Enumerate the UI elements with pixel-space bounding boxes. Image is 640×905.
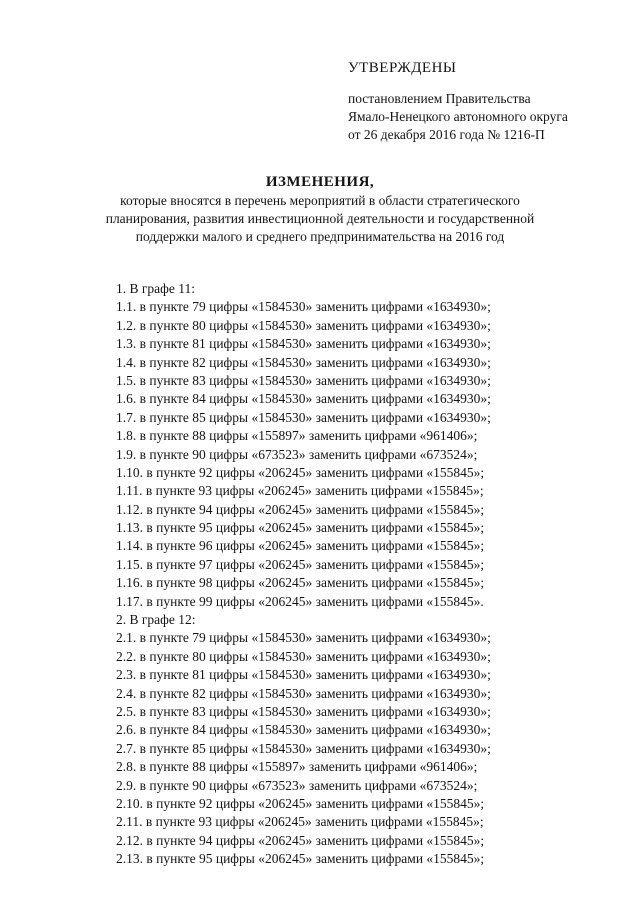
amendment-item: 1.8. в пункте 88 цифры «155897» заменить цифрами «961406»; [116, 428, 478, 444]
amendment-item: 1.5. в пункте 83 цифры «1584530» заменить цифрами «1634930»; [116, 372, 491, 388]
document-title: ИЗМЕНЕНИЯ, [265, 174, 375, 190]
amendment-item: 2.5. в пункте 83 цифры «1584530» заменить цифрами «1634930»; [116, 703, 491, 719]
amendment-item: 2.4. в пункте 82 цифры «1584530» заменить цифрами «1634930»; [116, 685, 491, 701]
amendment-item: 2.1. в пункте 79 цифры «1584530» заменить цифрами «1634930»; [116, 630, 491, 646]
approval-line: от 26 декабря 2016 года № 1216-П [348, 127, 545, 142]
amendment-item: 1.14. в пункте 96 цифры «206245» заменить цифрами «155845»; [116, 538, 485, 554]
amendment-item: 1.9. в пункте 90 цифры «673523» заменить цифрами «673524»; [116, 446, 478, 462]
amendment-item: 1.3. в пункте 81 цифры «1584530» заменить цифрами «1634930»; [116, 336, 491, 352]
amendment-item: 2.7. в пункте 85 цифры «1584530» заменить цифрами «1634930»; [116, 740, 491, 756]
approval-heading: УТВЕРЖДЕНЫ [348, 60, 457, 76]
amendment-list [116, 280, 491, 869]
amendment-item: 2. В графе 12: [116, 612, 196, 628]
document-subtitle [70, 192, 570, 246]
amendment-item: 1.10. в пункте 92 цифры «206245» заменить цифрами «155845»; [116, 464, 485, 480]
amendment-item: 2.9. в пункте 90 цифры «673523» заменить цифрами «673524»; [116, 777, 478, 793]
amendment-item: 1.16. в пункте 98 цифры «206245» заменить цифрами «155845»; [116, 575, 485, 591]
amendment-item: 2.2. в пункте 80 цифры «1584530» заменить цифрами «1634930»; [116, 648, 491, 664]
subtitle-line: поддержки малого и среднего предпринимательства на 2016 год [135, 229, 505, 244]
amendment-item: 2.10. в пункте 92 цифры «206245» заменить цифрами «155845»; [116, 795, 485, 811]
amendment-item: 2.12. в пункте 94 цифры «206245» заменить цифрами «155845»; [116, 832, 485, 848]
amendment-item: 1.4. в пункте 82 цифры «1584530» заменить цифрами «1634930»; [116, 354, 491, 370]
approval-block [348, 90, 568, 144]
amendment-item: 2.8. в пункте 88 цифры «155897» заменить цифрами «961406»; [116, 759, 478, 775]
subtitle-line: которые вносятся в перечень мероприятий в области стратегического [120, 193, 520, 208]
amendment-item: 1.13. в пункте 95 цифры «206245» заменить цифрами «155845»; [116, 520, 485, 536]
amendment-item: 1.15. в пункте 97 цифры «206245» заменить цифрами «155845»; [116, 556, 485, 572]
amendment-item: 1.11. в пункте 93 цифры «206245» заменить цифрами «155845»; [116, 483, 484, 499]
amendment-item: 1. В графе 11: [116, 281, 196, 296]
amendment-item: 1.12. в пункте 94 цифры «206245» заменить цифрами «155845»; [116, 501, 485, 517]
amendment-item: 1.6. в пункте 84 цифры «1584530» заменить цифрами «1634930»; [116, 391, 491, 407]
amendment-item: 1.1. в пункте 79 цифры «1584530» заменить цифрами «1634930»; [116, 299, 491, 315]
amendment-item: 1.17. в пункте 99 цифры «206245» заменить цифрами «155845». [116, 593, 484, 609]
amendment-item: 2.13. в пункте 95 цифры «206245» заменить цифрами «155845»; [116, 851, 485, 867]
approval-line: постановлением Правительства [348, 91, 531, 106]
approval-line: Ямало-Ненецкого автономного округа [348, 109, 568, 124]
subtitle-line: планирования, развития инвестиционной деятельности и государственной [105, 211, 535, 226]
amendment-item: 1.2. в пункте 80 цифры «1584530» заменить цифрами «1634930»; [116, 317, 491, 333]
amendment-item: 2.6. в пункте 84 цифры «1584530» заменить цифрами «1634930»; [116, 722, 491, 738]
amendment-item: 2.11. в пункте 93 цифры «206245» заменить цифрами «155845»; [116, 814, 484, 830]
amendment-item: 1.7. в пункте 85 цифры «1584530» заменить цифрами «1634930»; [116, 409, 491, 425]
amendment-item: 2.3. в пункте 81 цифры «1584530» заменить цифрами «1634930»; [116, 667, 491, 683]
